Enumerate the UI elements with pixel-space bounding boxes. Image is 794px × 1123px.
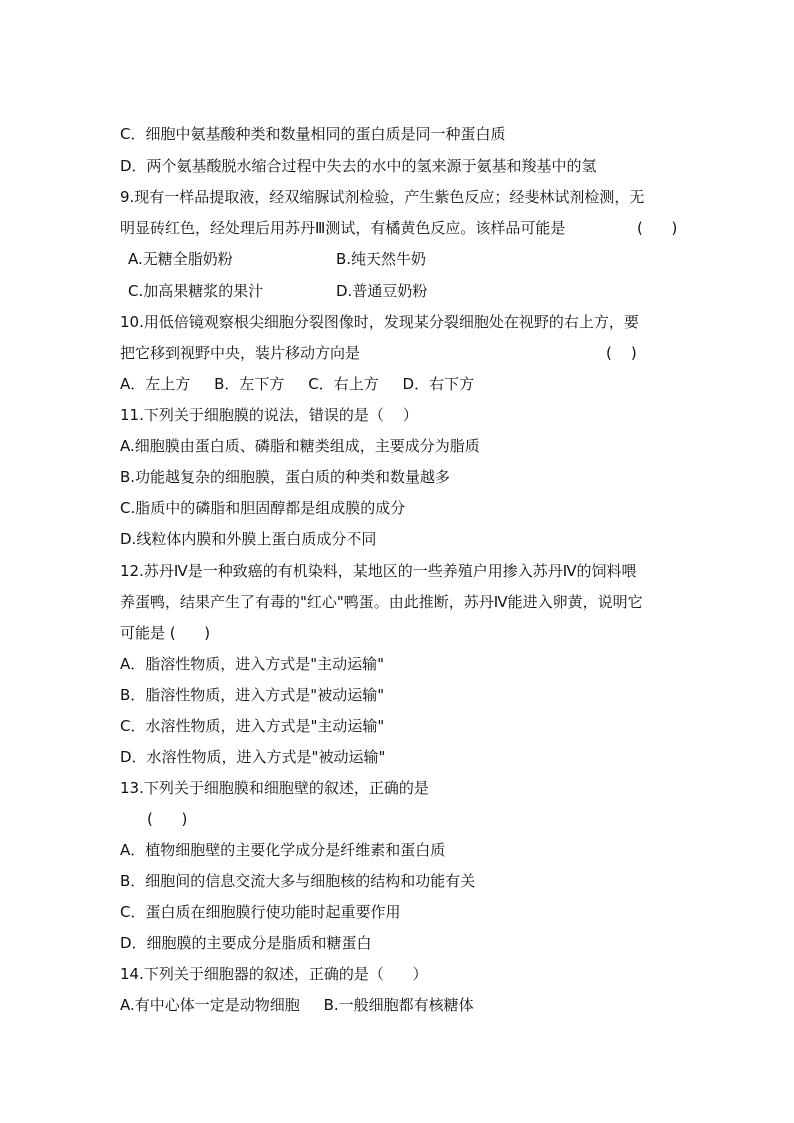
question-9-line2: 明显砖红色，经处理后用苏丹Ⅲ测试，有橘黄色反应。该样品可能是 <box>120 219 566 237</box>
question-10-options: A．左上方 B．左下方 C．右上方 D．右下方 <box>120 375 475 393</box>
question-9-option-d: D.普通豆奶粉 <box>336 282 428 300</box>
question-11-stem: 11.下列关于细胞膜的说法，错误的是（ ） <box>120 406 418 424</box>
question-9-option-a: A.无糖全脂奶粉 <box>128 250 233 268</box>
question-12-option-b: B．脂溶性物质，进入方式是"被动运输" <box>120 686 385 704</box>
question-13-answer-paren: ( ) <box>147 810 188 828</box>
question-14-stem: 14.下列关于细胞器的叙述，正确的是（ ） <box>120 965 428 983</box>
question-11-option-a: A.细胞膜由蛋白质、磷脂和糖类组成，主要成分为脂质 <box>120 437 480 455</box>
question-13-option-c: C．蛋白质在细胞膜行使功能时起重要作用 <box>120 903 401 921</box>
option-d-line: D．两个氨基酸脱水缩合过程中失去的水中的氢来源于氨基和羧基中的氢 <box>120 157 597 175</box>
question-12-line2: 养蛋鸭，结果产生了有毒的"红心"鸭蛋。由此推断，苏丹Ⅳ能进入卵黄，说明它 <box>120 593 643 611</box>
question-10-line2: 把它移到视野中央，装片移动方向是 <box>120 344 361 362</box>
question-13-option-a: A．植物细胞壁的主要化学成分是纤维素和蛋白质 <box>120 841 446 859</box>
option-c-line: C．细胞中氨基酸种类和数量相同的蛋白质是同一种蛋白质 <box>120 125 506 143</box>
question-9-option-c: C.加高果糖浆的果汁 <box>128 282 264 300</box>
question-9-answer-paren: ( ) <box>637 219 678 237</box>
question-13-stem: 13.下列关于细胞膜和细胞壁的叙述，正确的是 <box>120 779 429 797</box>
question-12-option-d: D．水溶性物质，进入方式是"被动运输" <box>120 748 386 766</box>
question-10-answer-paren: ( ) <box>606 344 637 362</box>
question-13-option-d: D．细胞膜的主要成分是脂质和糖蛋白 <box>120 934 372 952</box>
question-13-option-b: B．细胞间的信息交流大多与细胞核的结构和功能有关 <box>120 872 476 890</box>
question-12-option-a: A．脂溶性物质，进入方式是"主动运输" <box>120 655 385 673</box>
question-11-option-c: C.脂质中的磷脂和胆固醇都是组成膜的成分 <box>120 499 406 517</box>
question-12-option-c: C．水溶性物质，进入方式是"主动运输" <box>120 717 385 735</box>
question-12-line3: 可能是 ( ) <box>120 624 211 642</box>
question-9-line1: 9.现有一样品提取液，经双缩脲试剂检验，产生紫色反应；经斐林试剂检测，无 <box>120 188 645 206</box>
question-11-option-b: B.功能越复杂的细胞膜，蛋白质的种类和数量越多 <box>120 468 451 486</box>
question-14-options-ab: A.有中心体一定是动物细胞 B.一般细胞都有核糖体 <box>120 996 474 1014</box>
question-10-line1: 10.用低倍镜观察根尖细胞分裂图像时，发现某分裂细胞处在视野的右上方，要 <box>120 313 639 331</box>
question-9-option-b: B.纯天然牛奶 <box>336 250 427 268</box>
question-11-option-d: D.线粒体内膜和外膜上蛋白质成分不同 <box>120 530 377 548</box>
question-12-line1: 12.苏丹Ⅳ是一种致癌的有机染料，某地区的一些养殖户用掺入苏丹Ⅳ的饲料喂 <box>120 562 637 580</box>
